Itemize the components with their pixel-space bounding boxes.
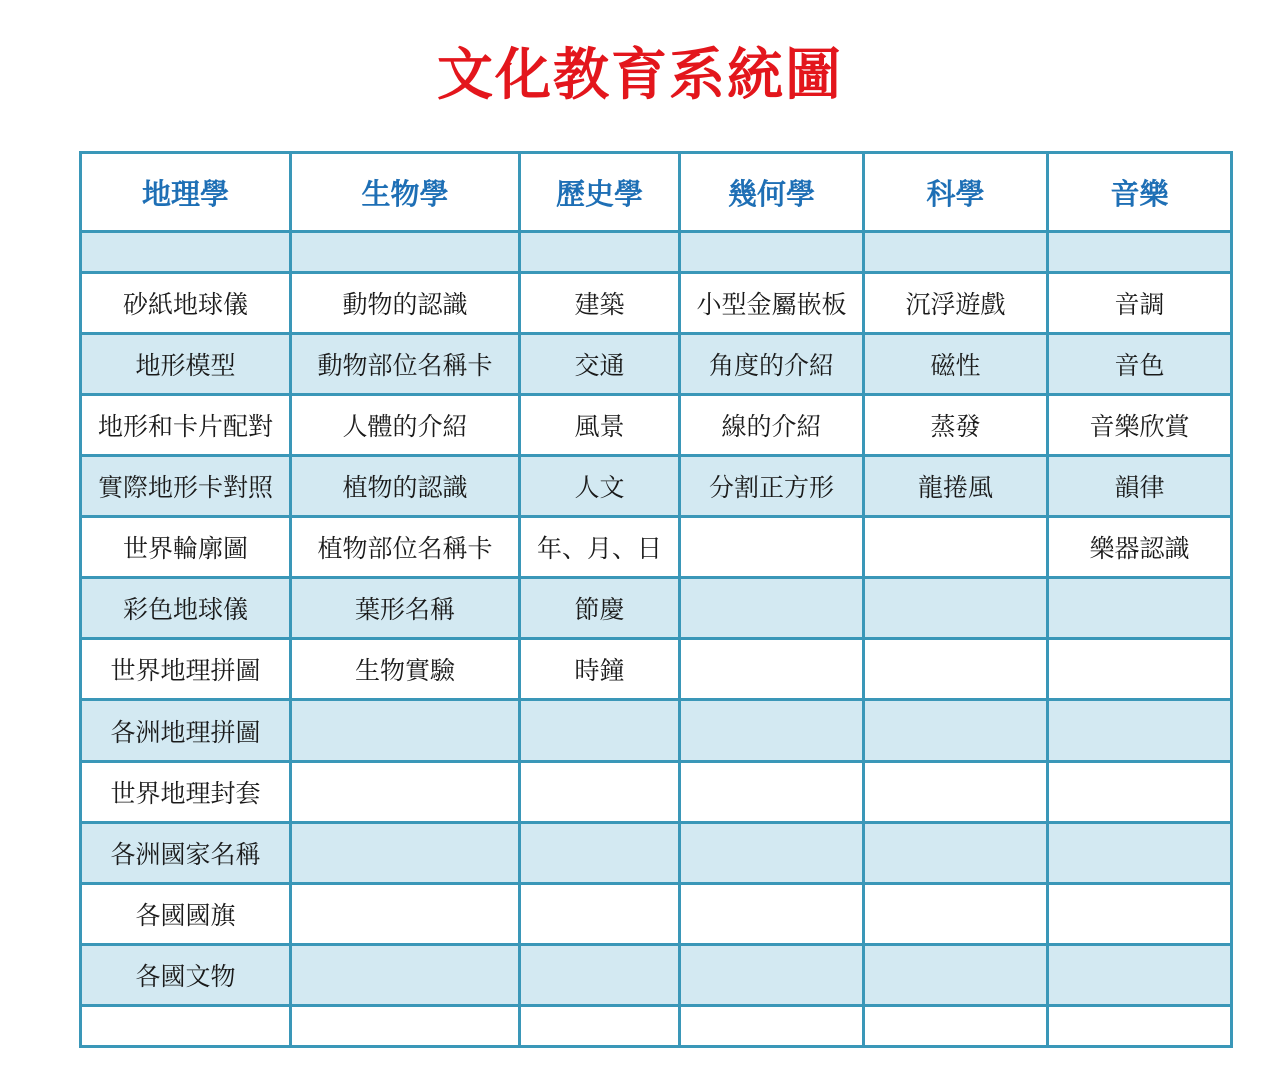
table-cell — [1048, 822, 1232, 883]
table-row — [81, 700, 1232, 761]
table-cell: 沉浮遊戲 — [864, 273, 1048, 334]
spacer-row — [81, 232, 1232, 273]
table-cell — [520, 822, 680, 883]
header-geometry: 幾何學 — [680, 153, 864, 232]
table-cell: 各國國旗 — [81, 883, 291, 944]
table-cell: 葉形名稱 — [291, 578, 520, 639]
table-cell — [680, 517, 864, 578]
table-cell — [1048, 944, 1232, 1005]
table-cell — [1048, 639, 1232, 700]
table-cell: 節慶 — [520, 578, 680, 639]
table-cell — [291, 944, 520, 1005]
table-row — [81, 883, 1232, 944]
page-title: 文化教育系統圖 — [437, 43, 843, 108]
table-row — [81, 639, 1232, 700]
table-cell — [1048, 232, 1232, 273]
table-cell: 角度的介紹 — [680, 334, 864, 395]
table-cell — [520, 944, 680, 1005]
table-cell — [81, 1005, 291, 1046]
table-row — [81, 517, 1232, 578]
table-cell: 磁性 — [864, 334, 1048, 395]
table-cell — [291, 232, 520, 273]
header-music: 音樂 — [1048, 153, 1232, 232]
table-row — [81, 822, 1232, 883]
table-cell — [864, 578, 1048, 639]
table-cell — [520, 761, 680, 822]
table-row — [81, 761, 1232, 822]
table-cell: 各洲國家名稱 — [81, 822, 291, 883]
table-cell: 分割正方形 — [680, 456, 864, 517]
table-cell — [864, 639, 1048, 700]
table-cell — [520, 1005, 680, 1046]
table-cell: 世界輪廓圖 — [81, 517, 291, 578]
table-row — [81, 395, 1232, 456]
table-cell: 植物的認識 — [291, 456, 520, 517]
table-cell — [680, 578, 864, 639]
table-cell — [864, 1005, 1048, 1046]
table-cell — [81, 232, 291, 273]
table-cell — [680, 761, 864, 822]
table-cell: 音色 — [1048, 334, 1232, 395]
table-cell: 人體的介紹 — [291, 395, 520, 456]
table-cell — [1048, 761, 1232, 822]
table-cell — [1048, 883, 1232, 944]
table-cell — [680, 639, 864, 700]
table-cell — [291, 883, 520, 944]
table-cell — [1048, 578, 1232, 639]
table-cell — [291, 1005, 520, 1046]
table-cell — [864, 883, 1048, 944]
table-cell: 線的介紹 — [680, 395, 864, 456]
table-cell — [864, 761, 1048, 822]
table-cell: 人文 — [520, 456, 680, 517]
table-cell — [291, 761, 520, 822]
table-cell: 動物部位名稱卡 — [291, 334, 520, 395]
table-cell: 各國文物 — [81, 944, 291, 1005]
header-history: 歷史學 — [520, 153, 680, 232]
table-row — [81, 578, 1232, 639]
table-cell — [1048, 1005, 1232, 1046]
table-cell — [1048, 700, 1232, 761]
table-cell — [864, 944, 1048, 1005]
table-cell: 韻律 — [1048, 456, 1232, 517]
trailing-row — [81, 1005, 1232, 1046]
table-cell — [680, 944, 864, 1005]
table-cell: 地形和卡片配對 — [81, 395, 291, 456]
table-cell: 建築 — [520, 273, 680, 334]
table-row — [81, 944, 1232, 1005]
table-cell: 世界地理拼圖 — [81, 639, 291, 700]
table-cell: 風景 — [520, 395, 680, 456]
table-cell — [520, 700, 680, 761]
table-cell — [520, 232, 680, 273]
table-cell: 地形模型 — [81, 334, 291, 395]
table-cell: 年、月、日 — [520, 517, 680, 578]
table-cell: 砂紙地球儀 — [81, 273, 291, 334]
table-cell — [291, 822, 520, 883]
header-row — [81, 153, 1232, 232]
table-cell: 植物部位名稱卡 — [291, 517, 520, 578]
table-cell — [864, 822, 1048, 883]
table-row — [81, 456, 1232, 517]
header-biology: 生物學 — [291, 153, 520, 232]
table-cell: 蒸發 — [864, 395, 1048, 456]
header-geography: 地理學 — [81, 153, 291, 232]
table-cell: 彩色地球儀 — [81, 578, 291, 639]
table-cell — [864, 700, 1048, 761]
table-cell — [680, 883, 864, 944]
table-cell: 交通 — [520, 334, 680, 395]
table-cell: 時鐘 — [520, 639, 680, 700]
table-cell: 各洲地理拼圖 — [81, 700, 291, 761]
table-cell — [864, 232, 1048, 273]
table-body — [81, 232, 1232, 1047]
table-cell — [680, 822, 864, 883]
table-cell — [680, 700, 864, 761]
table-cell — [680, 1005, 864, 1046]
table-cell — [864, 517, 1048, 578]
table-cell: 實際地形卡對照 — [81, 456, 291, 517]
table-cell: 龍捲風 — [864, 456, 1048, 517]
table-cell: 小型金屬嵌板 — [680, 273, 864, 334]
table-cell — [291, 700, 520, 761]
curriculum-table — [79, 151, 1233, 1048]
table-cell: 生物實驗 — [291, 639, 520, 700]
table-row — [81, 273, 1232, 334]
table-cell: 世界地理封套 — [81, 761, 291, 822]
table-cell: 動物的認識 — [291, 273, 520, 334]
table-cell — [520, 883, 680, 944]
table-cell: 音樂欣賞 — [1048, 395, 1232, 456]
table-cell: 音調 — [1048, 273, 1232, 334]
table-cell — [680, 232, 864, 273]
header-science: 科學 — [864, 153, 1048, 232]
table-row — [81, 334, 1232, 395]
table-cell: 樂器認識 — [1048, 517, 1232, 578]
